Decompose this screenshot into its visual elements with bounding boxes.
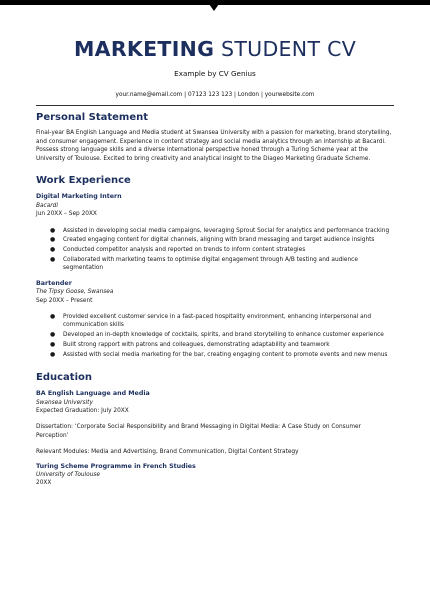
bullet-text: Created engaging content for digital channels, aligning with brand messaging and target audience insights [63, 237, 375, 244]
subtitle: Example by CV Genius [174, 69, 256, 78]
personal-statement-text: Final-year BA English Language and Media student at Swansea University with a passion for marketing, brand storytelling, and consumer engagement. Experience in content strategy and social media analytics through an internship at Bacardi. Possess strong language skills and a diverse international perspective honed through a Turing Scheme year at the University of Toulouse. Excited to bring creativity and analytical insight to the Diageo Marketing Graduate Scheme. [36, 130, 392, 162]
title-bold: MARKETING [73, 37, 215, 61]
education-entry [36, 463, 394, 488]
bullet-dot-icon: ● [50, 341, 56, 349]
education-dates: 20XX [36, 480, 52, 487]
bullet-text: Collaborated with marketing teams to optimise digital engagement through A/B testing and audience segmentation [63, 256, 358, 272]
bullet-dot-icon: ● [50, 226, 56, 234]
job-dates: Jun 20XX – Sep 20XX [36, 211, 97, 218]
education-dissertation: Dissertation: ‘Corporate Social Responsibility and Brand Messaging in Digital Media: A Case Study on Consumer Perception’ [36, 424, 361, 439]
contact-line: your.name@email.com | 07123 123 123 | London | yourwebsite.com [115, 92, 315, 98]
bullet-dot-icon: ● [50, 255, 56, 263]
job-title: Digital Marketing Intern [36, 193, 122, 201]
bullet-dot-icon: ● [50, 246, 56, 254]
bullet-text: Conducted competitor analysis and reported on trends to inform content strategies [63, 247, 306, 254]
top-notch-marker [209, 4, 219, 11]
bullet-dot-icon: ● [50, 331, 56, 339]
education-institution: Swansea University [36, 399, 93, 406]
bullet-item [50, 246, 394, 254]
section-heading-education: Education [36, 372, 92, 384]
divider [36, 105, 394, 106]
bullet-text: Assisted with social media marketing for the bar, creating engaging content to promote events and new menus [63, 351, 388, 358]
job-dates: Sep 20XX – Present [36, 297, 93, 304]
bullet-dot-icon: ● [50, 350, 56, 358]
bullet-text: Developed an in-depth knowledge of cocktails, spirits, and brand storytelling to enhance customer experience [63, 332, 384, 339]
bullet-dot-icon: ● [50, 313, 56, 321]
education-dates: Expected Graduation: July 20XX [36, 408, 129, 415]
bullet-text: Provided excellent customer service in a fast-paced hospitality environment, enhancing interpersonal and communication skills [63, 314, 372, 329]
education-modules: Relevant Modules: Media and Advertising, Brand Communication, Digital Content Strategy [36, 449, 299, 456]
bullet-item [50, 331, 394, 339]
job-company: Bacardi [36, 202, 58, 209]
bullet-item [50, 313, 394, 330]
bullet-item [50, 255, 394, 273]
education-title: Turing Scheme Programme in French Studies [36, 462, 196, 470]
job-company: The Tipsy Goose, Swansea [36, 289, 114, 296]
job-entry [36, 193, 394, 272]
bullet-dot-icon: ● [50, 236, 56, 244]
education-title: BA English Language and Media [36, 390, 150, 398]
education-entry [36, 390, 394, 456]
section-heading-personal: Personal Statement [36, 112, 149, 123]
bullet-text: Assisted in developing social media campaigns, leveraging Sprout Social for analytics and performance tracking [63, 227, 390, 234]
bullet-item [50, 350, 394, 359]
bullet-text: Built strong rapport with patrons and colleagues, demonstrating adaptability and teamwork [63, 342, 330, 349]
cv-page [36, 36, 394, 488]
bullet-item [50, 236, 394, 244]
job-bullets [50, 313, 394, 359]
education-institution: University of Toulouse [36, 472, 100, 479]
bullet-item [50, 226, 394, 235]
title-light: STUDENT CV [221, 37, 357, 61]
job-bullets [50, 226, 394, 273]
job-entry [36, 280, 394, 359]
section-heading-work: Work Experience [36, 175, 131, 187]
bullet-item [50, 341, 394, 349]
page-title [36, 36, 394, 62]
job-title: Bartender [36, 279, 72, 287]
